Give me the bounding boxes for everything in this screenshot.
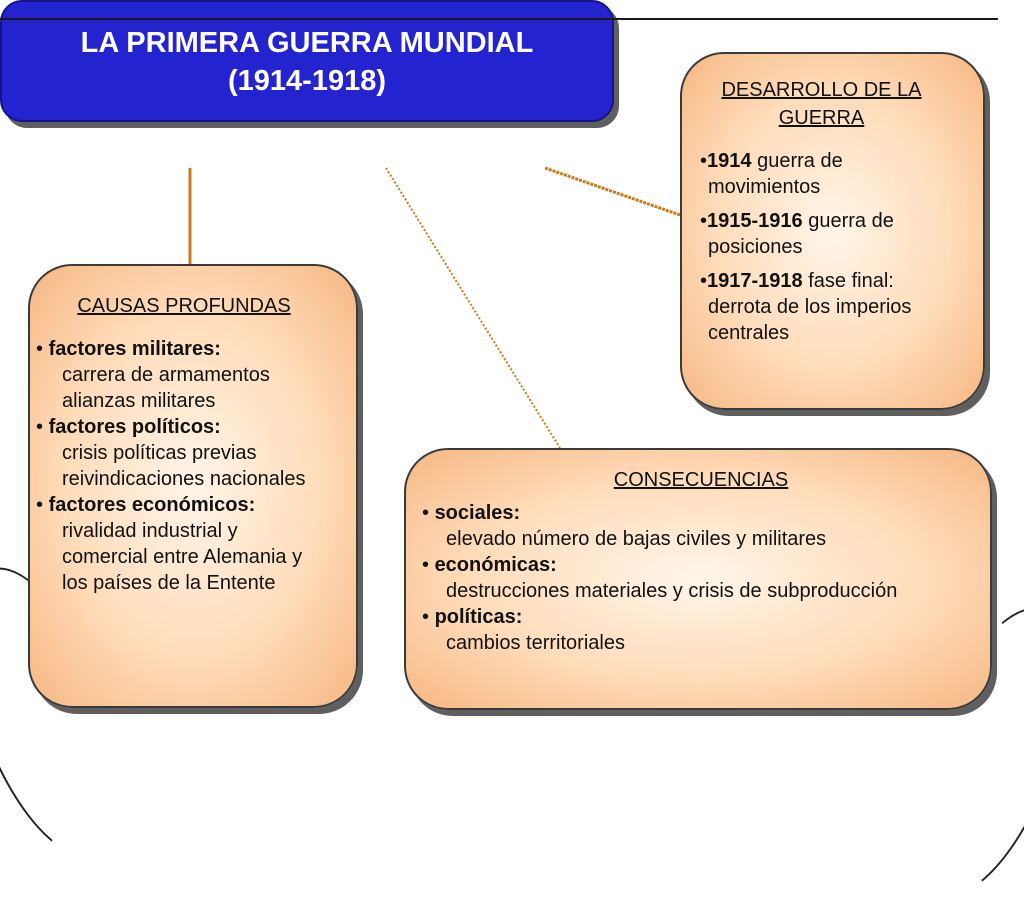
consecuencias-heading: CONSECUENCIAS — [613, 469, 789, 491]
causas-line: crisis políticas previas — [62, 442, 257, 464]
causas-line: carrera de armamentos — [62, 364, 270, 386]
consec-line: cambios territoriales — [446, 632, 625, 654]
desarrollo-item-1915-1916: •1915-1916 guerra de posiciones — [700, 210, 894, 258]
consecuencias-box — [404, 448, 992, 710]
connector-title-consecuencias — [386, 168, 560, 448]
title-line-1: LA PRIMERA GUERRA MUNDIAL — [80, 27, 534, 59]
desarrollo-item-1914: •1914 guerra de movimientos — [700, 150, 843, 198]
causas-box — [28, 264, 358, 708]
connector-title-desarrollo — [545, 168, 680, 215]
causas-line: alianzas militares — [62, 390, 216, 412]
causas-line: rivalidad industrial y — [62, 520, 238, 542]
desarrollo-item-1917-1918: •1917-1918 fase final: derrota de los imperios centrales — [700, 270, 912, 344]
causas-heading: CAUSAS PROFUNDAS — [77, 295, 291, 317]
causas-group-politicos: • factores políticos: — [36, 416, 221, 438]
consec-line: destrucciones materiales y crisis de subproducción — [446, 580, 898, 602]
causas-group-economicos: • factores económicos: — [36, 494, 256, 516]
causas-line: comercial entre Alemania y — [62, 546, 303, 568]
desarrollo-heading: DESARROLLO DE LA GUERRA — [721, 79, 922, 129]
consec-group-sociales: • sociales: — [422, 502, 521, 524]
consec-group-politicas: • políticas: — [422, 606, 523, 628]
causas-line: reivindicaciones nacionales — [62, 468, 306, 490]
title-line-2: (1914-1918) — [228, 65, 386, 97]
consec-group-economicas: • económicas: — [422, 554, 557, 576]
causas-line: los países de la Entente — [62, 572, 276, 594]
causas-group-militares: • factores militares: — [36, 338, 221, 360]
desarrollo-box — [680, 52, 985, 410]
consec-line: elevado número de bajas civiles y militares — [446, 528, 827, 550]
